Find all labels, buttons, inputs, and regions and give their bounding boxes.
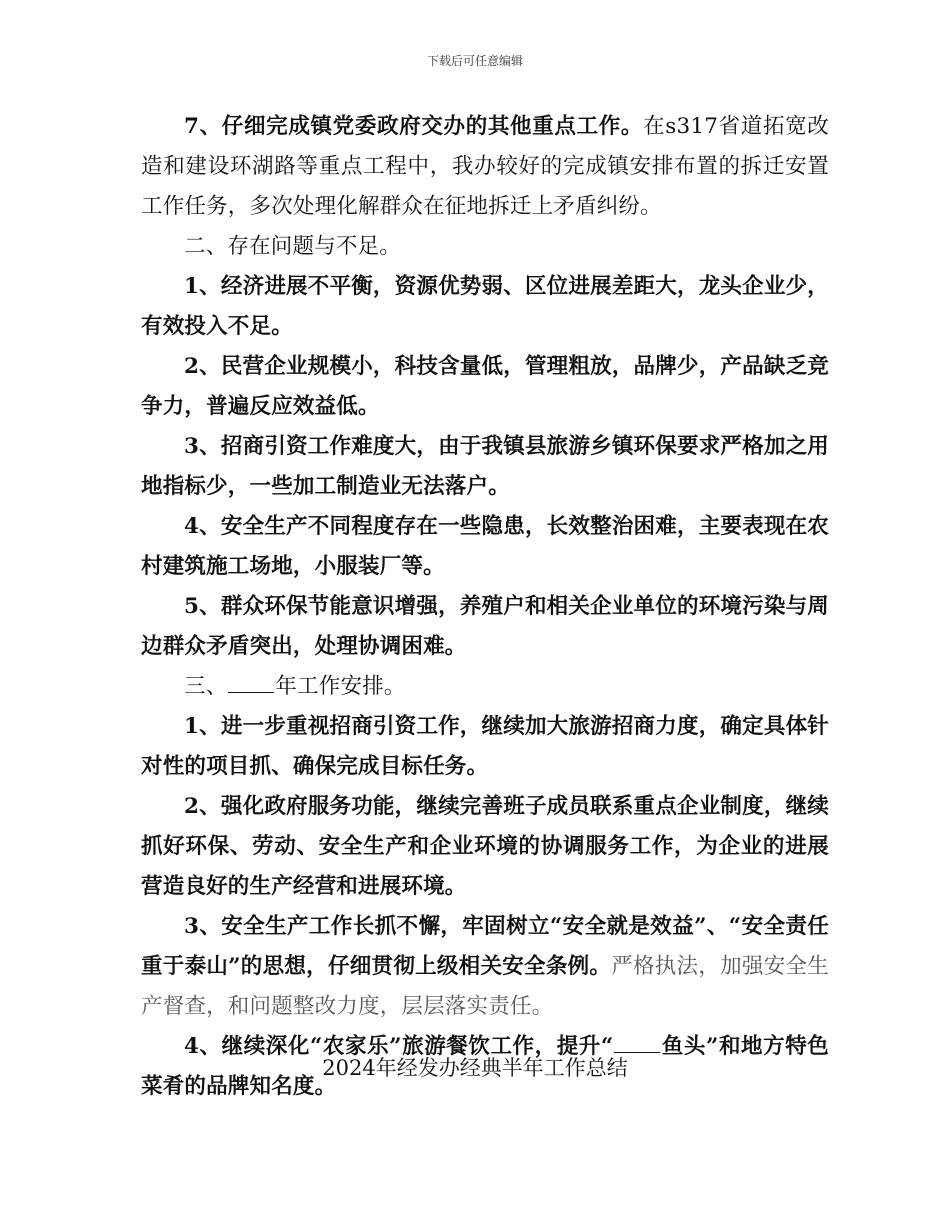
- section-heading-suffix: 年工作安排。: [275, 674, 406, 699]
- section-heading-prefix: 三、: [184, 674, 228, 699]
- problem-item-1: 1、经济进展不平衡，资源优势弱、区位进展差距大，龙头企业少，有效投入不足。: [141, 274, 829, 339]
- problem-item-4: 4、安全生产不同程度存在一些隐患，长效整治困难，主要表现在农村建筑施工场地，小服装厂等。: [141, 514, 829, 579]
- plan-item-1: 1、进一步重视招商引资工作，继续加大旅游招商力度，确定具体针对性的项目抓、确保完成目标任务。: [141, 714, 829, 779]
- plan-item-3-bold: 3、安全生产工作长抓不懈，牢固树立“安全就是效益”、“安全责任重于泰山”的思想，仔细贯彻上级相关安全条例。: [141, 914, 829, 979]
- plan-item-4-suffix: 鱼头”和地方特色菜肴的品牌知名度。: [141, 1034, 829, 1099]
- paragraph-lead: 7、仔细完成镇党委政府交办的其他重点工作。: [184, 114, 644, 139]
- plan-item-2: 2、强化政府服务功能，继续完善班子成员联系重点企业制度，继续抓好环保、劳动、安全生产和企业环境的协调服务工作，为企业的进展营造良好的生产经营和进展环境。: [141, 794, 829, 899]
- problem-item-5: 5、群众环保节能意识增强，养殖户和相关企业单位的环境污染与周边群众矛盾突出，处理协调困难。: [141, 594, 829, 659]
- page-header: 下载后可任意编辑: [426, 54, 523, 68]
- document-body: [141, 107, 829, 1107]
- section-heading-plan: [141, 667, 829, 707]
- year-blank: [228, 672, 274, 693]
- section-heading-problems: [141, 227, 829, 267]
- name-blank: [614, 1032, 660, 1053]
- plan-item-3-light: 严格执法，加强安全生产督查，和问题整改力度，层层落实责任。: [141, 954, 829, 1019]
- section-heading-text: 二、存在问题与不足。: [184, 234, 402, 259]
- paragraph-item-7: [141, 107, 829, 227]
- problem-item-3: 3、招商引资工作难度大，由于我镇县旅游乡镇环保要求严格加之用地指标少，一些加工制造业无法落户。: [141, 434, 829, 499]
- document-title: 2024年经发办经典半年工作总结: [322, 1056, 628, 1080]
- paragraph-text: 在s317省道拓宽改造和建设环湖路等重点工程中，我办较好的完成镇安排布置的拆迁安置工作任务，多次处理化解群众在征地拆迁上矛盾纠纷。: [141, 114, 829, 219]
- plan-item-4-prefix: 4、继续深化“农家乐”旅游餐饮工作，提升“: [184, 1034, 614, 1059]
- problem-item-2: 2、民营企业规模小，科技含量低，管理粗放，品牌少，产品缺乏竞争力，普遍反应效益低。: [141, 354, 829, 419]
- plan-item-3: [141, 907, 829, 1027]
